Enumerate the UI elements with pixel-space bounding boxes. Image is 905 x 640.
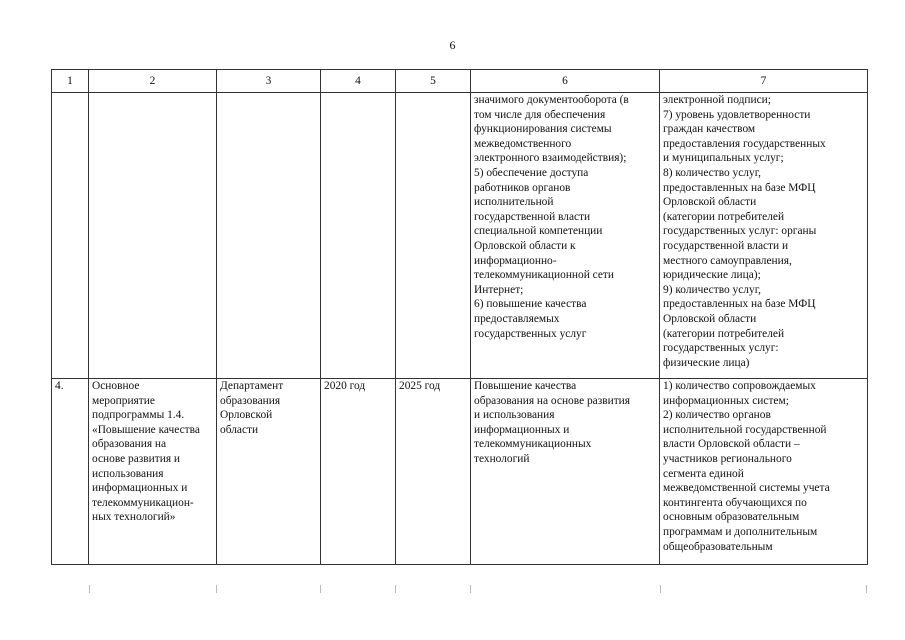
table-row-continued bbox=[52, 93, 868, 379]
scan-mark bbox=[216, 585, 217, 593]
scan-mark bbox=[470, 585, 471, 593]
cell-row-number: 4. bbox=[52, 379, 89, 565]
header-col-6: 6 bbox=[471, 70, 660, 93]
header-col-3: 3 bbox=[217, 70, 321, 93]
cell-empty bbox=[396, 93, 471, 379]
cell-indicators: электронной подписи; 7) уровень удовлетворенности граждан качеством предоставления государственных и муниципальных услуг; 8) количество услуг, предоставленных на базе МФЦ Орловской области (категории потребителей государственных услуг: органы государственной власти и местного самоуправления, юридические лица); 9) количество услуг, предоставленных на базе МФЦ Орловской области (категории потребителей государственных услуг: физические лица) bbox=[660, 93, 868, 379]
header-col-5: 5 bbox=[396, 70, 471, 93]
cell-indicators: 1) количество сопровождаемых информационных систем; 2) количество органов исполнительной государственной власти Орловской области – участников регионального сегмента единой межведомственной системы учета контингента обучающихся по основным образовательным программам и дополнительным общеобразовательным bbox=[660, 379, 868, 565]
cell-expected-results: Повышение качества образования на основе развития и использования информационных и телекоммуникационных технологий bbox=[471, 379, 660, 565]
header-col-7: 7 bbox=[660, 70, 868, 93]
cell-empty bbox=[217, 93, 321, 379]
header-col-1: 1 bbox=[52, 70, 89, 93]
scan-mark bbox=[866, 585, 867, 593]
table-row-4 bbox=[52, 379, 868, 565]
cell-executor: Департамент образования Орловской области bbox=[217, 379, 321, 565]
cell-measure-name: Основное мероприятие подпрограммы 1.4. «Повышение качества образования на основе развития и использования информационных и телекоммуникацион- ных технологий» bbox=[89, 379, 217, 565]
cell-expected-results: значимого документооборота (в том числе для обеспечения функционирования системы межведомственного электронного взаимодействия); 5) обеспечение доступа работников органов исполнительной государственной власти специальной компетенции Орловской области к информационно- телекоммуникационной сети Интернет; 6) повышение качества предоставляемых государственных услуг bbox=[471, 93, 660, 379]
cell-end-year: 2025 год bbox=[396, 379, 471, 565]
cell-empty bbox=[52, 93, 89, 379]
document-table bbox=[51, 69, 868, 565]
page-number: 6 bbox=[449, 38, 456, 52]
table-header-row bbox=[52, 70, 868, 93]
header-col-2: 2 bbox=[89, 70, 217, 93]
cell-start-year: 2020 год bbox=[321, 379, 396, 565]
scan-mark bbox=[89, 585, 90, 593]
scan-mark bbox=[320, 585, 321, 593]
scan-mark bbox=[395, 585, 396, 593]
cell-empty bbox=[89, 93, 217, 379]
cell-empty bbox=[321, 93, 396, 379]
scan-mark bbox=[660, 585, 661, 593]
bottom-scan-marks bbox=[0, 585, 905, 595]
header-col-4: 4 bbox=[321, 70, 396, 93]
